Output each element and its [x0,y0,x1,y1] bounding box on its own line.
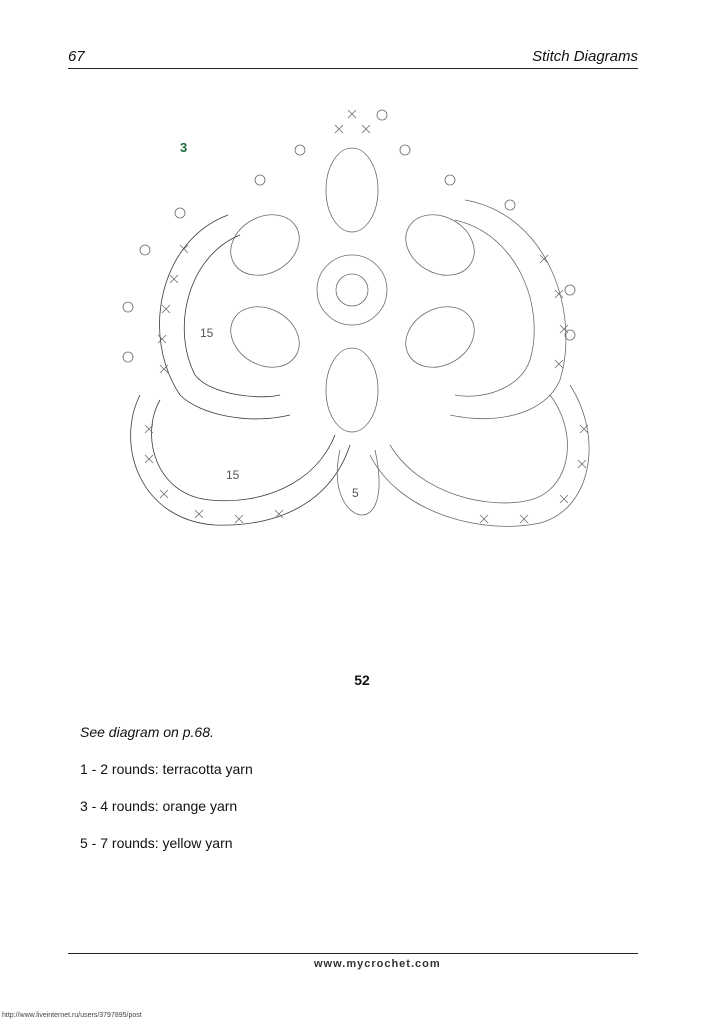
page-header [68,48,638,68]
footer-rule [68,953,638,954]
url-strip: http://www.liveinternet.ru/users/3797895/post [2,1012,142,1019]
round-instruction: 1 - 2 rounds: terracotta yarn [80,761,253,777]
crochet-stitch-diagram [100,95,620,545]
round-instruction: 5 - 7 rounds: yellow yarn [80,835,233,851]
diagram-label: 5 [352,486,359,500]
step-label: 3 [180,140,188,155]
header-rule [68,68,638,69]
diagram-reference-note: See diagram on p.68. [80,724,214,740]
instructions [80,724,640,872]
diagram-label: 15 [200,326,214,340]
footer-website: www.mycrochet.com [314,958,441,970]
round-instruction: 3 - 4 rounds: orange yarn [80,798,238,814]
motif-outline [123,110,589,526]
page-number: 67 [68,48,85,65]
diagram-label: 15 [226,468,240,482]
diagram-number: 52 [354,672,370,688]
header-title: Stitch Diagrams [532,48,638,65]
